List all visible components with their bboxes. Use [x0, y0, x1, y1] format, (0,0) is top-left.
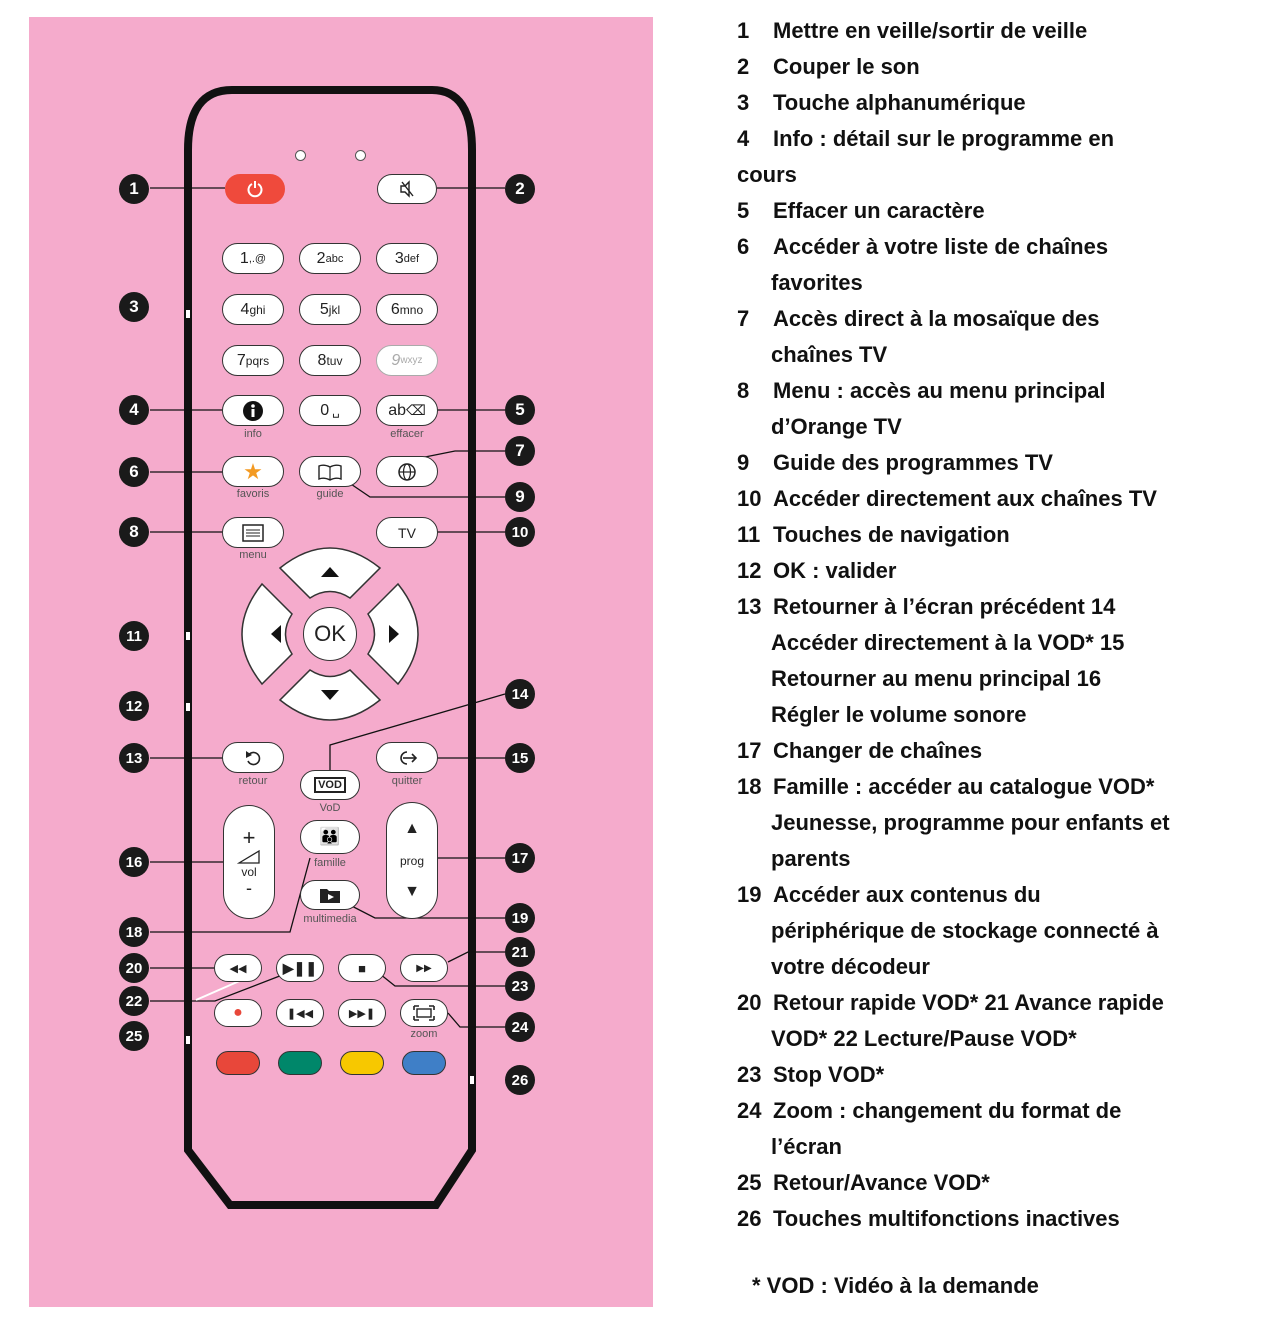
callout-12: 12	[119, 691, 149, 721]
exit-icon	[395, 748, 419, 768]
led-left	[295, 150, 306, 161]
mosaic-button[interactable]	[376, 456, 438, 487]
legend-item	[737, 49, 1257, 85]
callout-11: 11	[119, 621, 149, 651]
info-icon	[242, 400, 264, 422]
legend-text: Famille : accéder au catalogue VOD*	[773, 774, 1155, 799]
callout-4: 4	[119, 395, 149, 425]
record-button[interactable]	[214, 999, 262, 1027]
legend-text: Mettre en veille/sortir de veille	[773, 18, 1088, 43]
legend-text: Menu : accès au menu principal	[773, 378, 1106, 403]
legend-text: cours	[737, 162, 797, 187]
legend-text: Effacer un caractère	[773, 198, 985, 223]
callout-26: 26	[505, 1065, 535, 1095]
space-icon: ␣	[332, 403, 340, 418]
quitter-button[interactable]	[376, 742, 438, 773]
legend-text: Accéder directement à la VOD* 15	[771, 630, 1125, 655]
legend-number: 19	[737, 882, 762, 907]
legend-item	[737, 373, 1257, 445]
ok-button[interactable]: OK	[303, 607, 357, 661]
globe-icon	[397, 462, 417, 482]
legend-text: périphérique de stockage connecté à	[771, 918, 1159, 943]
legend-number: 12	[737, 558, 762, 583]
callout-10: 10	[505, 517, 535, 547]
quitter-label: quitter	[391, 775, 423, 787]
key-6[interactable]: 6 mno	[376, 294, 438, 325]
legend-number: 25	[737, 1170, 762, 1195]
retour-button[interactable]	[222, 742, 284, 773]
legend-number: 1	[737, 18, 750, 43]
legend-number: 17	[737, 738, 762, 763]
legend-number: 8	[737, 378, 750, 403]
zoom-icon	[413, 1005, 435, 1021]
yellow-key[interactable]	[340, 1051, 384, 1075]
legend-text: Touche alphanumérique	[773, 90, 1026, 115]
legend-text: Retour/Avance VOD*	[773, 1170, 990, 1195]
legend-number: 11	[737, 522, 761, 547]
menu-label: menu	[239, 549, 267, 561]
callout-19: 19	[505, 903, 535, 933]
legend-number: 2	[737, 54, 750, 79]
legend-number: 23	[737, 1062, 762, 1087]
footnote: * VOD : Vidéo à la demande	[752, 1273, 1039, 1298]
volume-ramp-icon	[237, 849, 261, 865]
rewind-icon: ◀◀	[229, 962, 247, 975]
vod-label: VoD	[319, 802, 341, 814]
callout-15: 15	[505, 743, 535, 773]
legend-number: 7	[737, 306, 750, 331]
prog-down-icon: ▼	[404, 883, 420, 900]
legend-text: Retour rapide VOD* 21 Avance rapide	[773, 990, 1164, 1015]
callout-3: 3	[119, 292, 149, 322]
zoom-label: zoom	[410, 1028, 438, 1040]
green-key[interactable]	[278, 1051, 322, 1075]
legend-text: Changer de chaînes	[773, 738, 983, 763]
key-9[interactable]: 9 wxyz	[376, 345, 438, 376]
mute-icon	[397, 180, 417, 198]
callout-18: 18	[119, 917, 149, 947]
skip-forward-icon: ▶▶❚	[348, 1007, 376, 1020]
legend-item	[737, 985, 1257, 1057]
legend-number: 3	[737, 90, 750, 115]
callout-23: 23	[505, 971, 535, 1001]
key-7[interactable]: 7 pqrs	[222, 345, 284, 376]
key-1[interactable]: 1 ,.@	[222, 243, 284, 274]
legend-item	[737, 769, 1257, 877]
legend-text: VOD* 22 Lecture/Pause VOD*	[771, 1026, 1077, 1051]
legend-text: Accéder à votre liste de chaînes	[773, 234, 1109, 259]
legend-number: 20	[737, 990, 762, 1015]
legend-text: parents	[771, 846, 851, 871]
legend-text: Accéder directement aux chaînes TV	[773, 486, 1157, 511]
legend-number: 10	[737, 486, 762, 511]
callout-24: 24	[505, 1012, 535, 1042]
legend-item	[737, 1165, 1257, 1201]
callout-22: 22	[119, 986, 149, 1016]
legend-number: 9	[737, 450, 750, 475]
star-icon: ★	[243, 458, 263, 484]
family-icon: 👪	[319, 827, 341, 846]
power-icon	[246, 180, 264, 198]
vod-button[interactable]	[300, 770, 360, 800]
legend-text: chaînes TV	[771, 342, 888, 367]
key-2[interactable]: 2 abc	[299, 243, 361, 274]
legend-number: 18	[737, 774, 762, 799]
callout-16: 16	[119, 847, 149, 877]
tv-button[interactable]: TV	[376, 517, 438, 548]
legend-text: Info : détail sur le programme en	[773, 126, 1115, 151]
callout-25: 25	[119, 1021, 149, 1051]
legend-text: favorites	[771, 270, 863, 295]
folder-play-icon	[319, 886, 341, 904]
callout-9: 9	[505, 482, 535, 512]
legend-text: Régler le volume sonore	[771, 702, 1027, 727]
callout-6: 6	[119, 457, 149, 487]
legend-item	[737, 553, 1257, 589]
fast-forward-icon: ▶▶	[416, 962, 432, 974]
fast-forward-button[interactable]	[400, 954, 448, 982]
legend-item	[737, 1201, 1257, 1237]
legend-number: 26	[737, 1206, 762, 1231]
callout-2: 2	[505, 174, 535, 204]
callout-14: 14	[505, 679, 535, 709]
legend-text: Zoom : changement du format de	[773, 1098, 1122, 1123]
legend-text: d’Orange TV	[771, 414, 902, 439]
zoom-button[interactable]	[400, 999, 448, 1027]
skip-forward-button[interactable]	[338, 999, 386, 1027]
legend-text: votre décodeur	[771, 954, 930, 979]
legend-item	[737, 481, 1257, 517]
legend-number: 24	[737, 1098, 762, 1123]
legend-item	[737, 733, 1257, 769]
rewind-button[interactable]	[214, 954, 262, 982]
stop-button[interactable]	[338, 954, 386, 982]
legend-item	[737, 229, 1257, 301]
menu-icon	[241, 523, 265, 543]
legend-item	[737, 1057, 1257, 1093]
legend-list	[737, 13, 1257, 1237]
key-3[interactable]: 3 def	[376, 243, 438, 274]
callout-1: 1	[119, 174, 149, 204]
multimedia-label: multimedia	[303, 913, 357, 925]
legend-text: Retourner au menu principal 16	[771, 666, 1102, 691]
legend-item	[737, 193, 1257, 229]
back-arrow-icon	[243, 748, 263, 768]
vod-icon: VOD	[314, 777, 346, 793]
info-button[interactable]	[222, 395, 284, 426]
info-label: info	[244, 428, 262, 440]
legend-number: 5	[737, 198, 750, 223]
legend-item	[737, 13, 1257, 49]
legend-item	[737, 121, 1257, 193]
legend-text: Stop VOD*	[773, 1062, 885, 1087]
callout-17: 17	[505, 843, 535, 873]
key-0[interactable]: 0 ␣	[299, 395, 361, 426]
record-icon: ●	[233, 1004, 243, 1021]
legend-item	[737, 517, 1257, 553]
legend-text: Accéder aux contenus du	[773, 882, 1041, 907]
led-right	[355, 150, 366, 161]
legend-item	[737, 1093, 1257, 1165]
guide-button[interactable]	[299, 456, 361, 487]
prog-up-icon: ▲	[404, 820, 420, 837]
callout-13: 13	[119, 743, 149, 773]
legend-item	[737, 445, 1257, 481]
blue-key[interactable]	[402, 1051, 446, 1075]
legend-number: 6	[737, 234, 750, 259]
power-button[interactable]	[225, 174, 285, 204]
delete-icon: ⌫	[406, 402, 426, 418]
guide-book-icon	[317, 463, 343, 481]
mute-button[interactable]	[377, 174, 437, 204]
legend-item	[737, 301, 1257, 373]
favoris-button[interactable]	[222, 456, 284, 487]
legend-text: Jeunesse, programme pour enfants et	[771, 810, 1170, 835]
multimedia-button[interactable]	[300, 880, 360, 910]
callout-21: 21	[505, 937, 535, 967]
legend-text: OK : valider	[773, 558, 897, 583]
skip-back-button[interactable]	[276, 999, 324, 1027]
retour-label: retour	[238, 775, 268, 787]
legend-text: Guide des programmes TV	[773, 450, 1053, 475]
stop-icon: ■	[358, 960, 366, 976]
guide-label: guide	[316, 488, 344, 500]
legend-text: Touches multifonctions inactives	[773, 1206, 1120, 1231]
legend-number: 4	[737, 126, 750, 151]
callout-5: 5	[505, 395, 535, 425]
effacer-button[interactable]: ab ⌫	[376, 395, 438, 426]
key-4[interactable]: 4 ghi	[222, 294, 284, 325]
prog-rocker[interactable]: ▲ prog ▼	[386, 802, 438, 919]
effacer-label: effacer	[390, 428, 424, 440]
legend-text: Couper le son	[773, 54, 920, 79]
key-8[interactable]: 8 tuv	[299, 345, 361, 376]
key-5[interactable]: 5 jkl	[299, 294, 361, 325]
legend-item	[737, 85, 1257, 121]
legend-text: l’écran	[771, 1134, 842, 1159]
callout-8: 8	[119, 517, 149, 547]
famille-button[interactable]	[300, 820, 360, 854]
skip-back-icon: ❚◀◀	[286, 1007, 314, 1020]
callout-7: 7	[505, 436, 535, 466]
famille-label: famille	[314, 857, 346, 869]
volume-rocker[interactable]: + vol -	[223, 805, 275, 919]
callout-20: 20	[119, 953, 149, 983]
legend-text: Retourner à l’écran précédent 14	[773, 594, 1116, 619]
legend-item	[737, 877, 1257, 985]
menu-button[interactable]	[222, 517, 284, 548]
legend-text: Accès direct à la mosaïque des	[773, 306, 1100, 331]
legend-item	[737, 589, 1257, 733]
favoris-label: favoris	[236, 488, 270, 500]
red-key[interactable]	[216, 1051, 260, 1075]
play-pause-icon: ▶❚❚	[282, 959, 318, 976]
legend-number: 13	[737, 594, 762, 619]
legend-text: Touches de navigation	[773, 522, 1010, 547]
play-pause-button[interactable]	[276, 954, 324, 982]
